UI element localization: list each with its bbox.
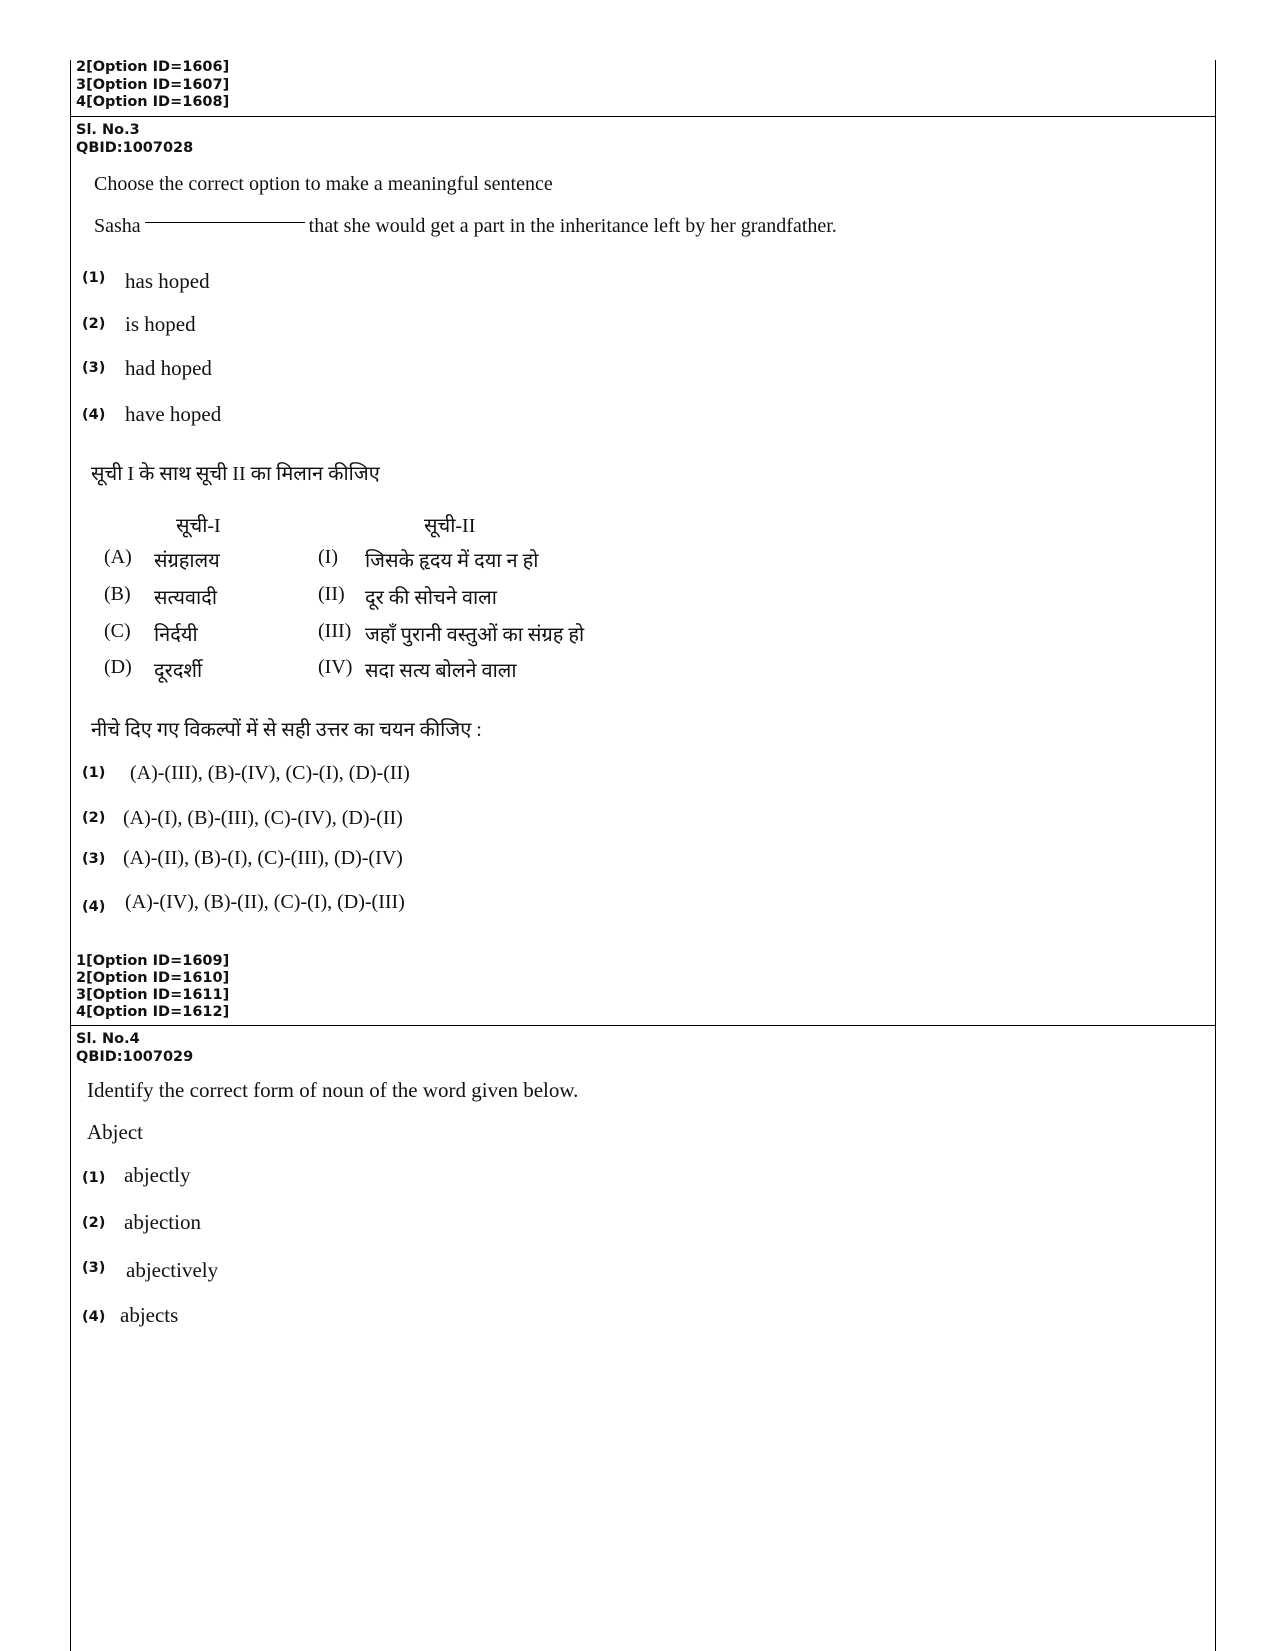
option-text: (A)-(III), (B)-(IV), (C)-(I), (D)-(II) — [130, 762, 410, 784]
option-number: (2) — [82, 316, 106, 332]
divider — [70, 116, 1215, 117]
option-number: (3) — [82, 1260, 106, 1276]
option-id-line: 3[Option ID=1611] — [76, 987, 230, 1003]
option-text: (A)-(I), (B)-(III), (C)-(IV), (D)-(II) — [123, 807, 403, 829]
list2-label: (II) — [318, 583, 345, 605]
option-number: (4) — [82, 899, 106, 915]
option-text: abjects — [120, 1303, 179, 1327]
divider — [70, 1025, 1215, 1026]
option-text: has hoped — [125, 269, 210, 293]
list1-header: सूची-I — [176, 515, 221, 537]
list2-label: (I) — [318, 546, 338, 568]
question-instruction: Choose the correct option to make a meaningful sentence — [94, 173, 553, 195]
option-text: abjectly — [124, 1163, 191, 1187]
question-sentence — [94, 215, 837, 238]
list1-item: निर्दयी — [154, 624, 198, 646]
option-number: (1) — [82, 270, 106, 286]
sentence-start: Sasha — [94, 215, 141, 237]
hindi-choose-instruction: नीचे दिए गए विकल्पों में से सही उत्तर का चयन कीजिए : — [91, 719, 482, 741]
sentence-end: that she would get a part in the inheritance left by her grandfather. — [308, 215, 837, 237]
option-id-line: 3[Option ID=1607] — [76, 77, 230, 93]
option-id-line: 4[Option ID=1612] — [76, 1004, 230, 1020]
option-number: (4) — [82, 1309, 106, 1325]
option-number: (1) — [82, 765, 106, 781]
list1-item: सत्यवादी — [154, 587, 218, 609]
qbid: QBID:1007029 — [76, 1049, 194, 1065]
list1-label: (B) — [104, 583, 131, 605]
hindi-instruction: सूची I के साथ सूची II का मिलान कीजिए — [91, 463, 380, 485]
option-id-line: 1[Option ID=1609] — [76, 953, 230, 969]
list2-header: सूची-II — [424, 515, 476, 537]
option-text: abjectively — [126, 1258, 219, 1282]
option-number: (2) — [82, 1215, 106, 1231]
list2-item: सदा सत्य बोलने वाला — [365, 660, 517, 682]
list1-label: (A) — [104, 546, 132, 568]
option-text: (A)-(IV), (B)-(II), (C)-(I), (D)-(III) — [125, 891, 405, 913]
option-number: (4) — [82, 407, 106, 423]
blank-line — [145, 222, 305, 223]
option-text: had hoped — [125, 356, 212, 380]
option-id-line: 2[Option ID=1606] — [76, 59, 230, 75]
question-instruction: Identify the correct form of noun of the word given below. — [87, 1078, 579, 1102]
option-number: (2) — [82, 810, 106, 826]
list1-label: (C) — [104, 620, 131, 642]
list1-item: दूरदर्शी — [154, 660, 203, 682]
option-text: (A)-(II), (B)-(I), (C)-(III), (D)-(IV) — [123, 847, 403, 869]
qbid: QBID:1007028 — [76, 140, 194, 156]
option-text: abjection — [124, 1210, 201, 1234]
option-number: (1) — [82, 1170, 106, 1186]
list1-item: संग्रहालय — [154, 550, 220, 572]
question-word: Abject — [87, 1120, 143, 1144]
list2-item: दूर की सोचने वाला — [365, 587, 497, 609]
option-id-line: 4[Option ID=1608] — [76, 94, 230, 110]
list2-label: (IV) — [318, 656, 353, 678]
option-text: is hoped — [125, 312, 196, 336]
option-text: have hoped — [125, 402, 222, 426]
list1-label: (D) — [104, 656, 132, 678]
list2-item: जिसके हृदय में दया न हो — [365, 550, 539, 572]
option-number: (3) — [82, 851, 106, 867]
option-number: (3) — [82, 360, 106, 376]
list2-label: (III) — [318, 620, 352, 642]
serial-number: Sl. No.3 — [76, 122, 140, 138]
list2-item: जहाँ पुरानी वस्तुओं का संग्रह हो — [365, 624, 585, 646]
option-id-line: 2[Option ID=1610] — [76, 970, 230, 986]
serial-number: Sl. No.4 — [76, 1031, 140, 1047]
